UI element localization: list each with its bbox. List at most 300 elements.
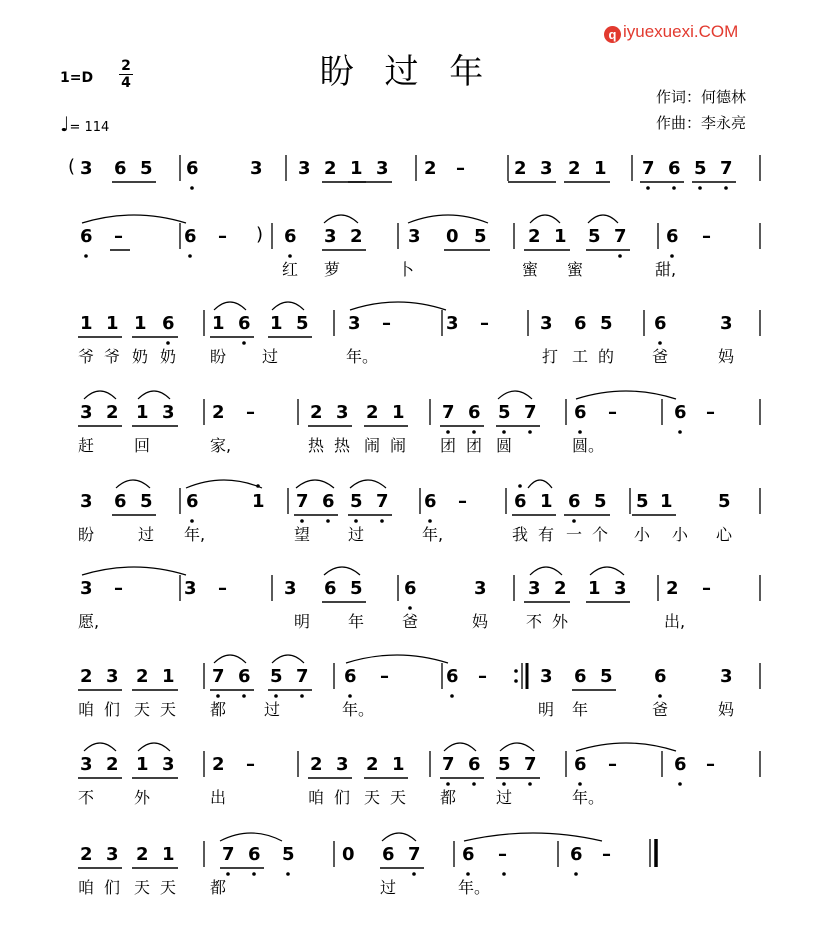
lyric-char: 工 bbox=[572, 347, 589, 366]
note: 5 bbox=[350, 491, 363, 512]
lyric-char: 出, bbox=[664, 612, 686, 631]
dash-rest: – bbox=[382, 313, 391, 334]
lyric-char: 都 bbox=[210, 700, 227, 719]
low-octave-dot bbox=[446, 782, 450, 786]
note: 5 bbox=[594, 491, 607, 512]
low-octave-dot bbox=[472, 430, 476, 434]
lyric-char: 回 bbox=[134, 436, 151, 455]
note: 7 bbox=[296, 666, 309, 687]
note: 3 bbox=[720, 313, 733, 334]
note: 2 bbox=[106, 754, 119, 775]
lyric-char: 爷 bbox=[78, 347, 95, 366]
low-octave-dot bbox=[412, 872, 416, 876]
note: 2 bbox=[528, 226, 541, 247]
note: 6 bbox=[324, 578, 337, 599]
low-octave-dot bbox=[672, 186, 676, 190]
note: 3 bbox=[162, 402, 175, 423]
note: 3 bbox=[336, 754, 349, 775]
dash-rest: – bbox=[702, 578, 711, 599]
lyric-char: 过 bbox=[380, 878, 397, 897]
note: 5 bbox=[140, 491, 153, 512]
note: 6 bbox=[674, 754, 687, 775]
dash-rest: – bbox=[478, 666, 487, 687]
lyric-char: 妈 bbox=[718, 700, 735, 719]
note: 3 bbox=[80, 402, 93, 423]
note: 3 bbox=[540, 666, 553, 687]
low-octave-dot bbox=[678, 782, 682, 786]
note: 5 bbox=[694, 158, 707, 179]
lyric-char: 天 bbox=[364, 788, 381, 807]
dash-rest: – bbox=[456, 158, 465, 179]
note: 7 bbox=[222, 844, 235, 865]
high-octave-dot bbox=[518, 484, 522, 488]
lyric-char: 外 bbox=[552, 612, 569, 631]
lyric-char: 们 bbox=[104, 878, 121, 897]
lyric-char: 圆 bbox=[496, 436, 513, 455]
watermark-badge: q bbox=[604, 26, 621, 43]
low-octave-dot bbox=[216, 694, 220, 698]
note: 2 bbox=[554, 578, 567, 599]
note: 2 bbox=[106, 402, 119, 423]
note: 3 bbox=[298, 158, 311, 179]
lyric-char: 过 bbox=[348, 525, 365, 544]
lyric-char: 圆。 bbox=[572, 436, 605, 455]
repeat-dot bbox=[514, 679, 518, 683]
note: 5 bbox=[270, 666, 283, 687]
note: 7 bbox=[408, 844, 421, 865]
slur bbox=[528, 480, 552, 488]
lyric-char: 天 bbox=[134, 878, 151, 897]
note: 2 bbox=[568, 158, 581, 179]
note: 5 bbox=[498, 402, 511, 423]
note: 3 bbox=[336, 402, 349, 423]
lyric-char: 爸 bbox=[652, 347, 669, 366]
note: 1 bbox=[136, 402, 149, 423]
note: 3 bbox=[474, 578, 487, 599]
note: 1 bbox=[540, 491, 553, 512]
lyric-char: 萝 bbox=[324, 260, 341, 279]
lyric-char: 咱 bbox=[308, 788, 325, 807]
lyric-char: 天 bbox=[390, 788, 407, 807]
lyric-char: 不 bbox=[78, 788, 95, 807]
note: 2 bbox=[80, 666, 93, 687]
note: 2 bbox=[80, 844, 93, 865]
slur bbox=[138, 391, 170, 399]
dash-rest: – bbox=[246, 402, 255, 423]
note: 2 bbox=[366, 402, 379, 423]
note: 1 bbox=[106, 313, 119, 334]
note: 3 bbox=[106, 844, 119, 865]
note: 3 bbox=[284, 578, 297, 599]
lyric-char: 闹 bbox=[390, 436, 407, 455]
note: 6 bbox=[322, 491, 335, 512]
note: 1 bbox=[80, 313, 93, 334]
intro-paren-close: ) bbox=[256, 224, 264, 245]
dash-rest: – bbox=[218, 578, 227, 599]
lyric-char: 过 bbox=[262, 347, 279, 366]
low-octave-dot bbox=[574, 872, 578, 876]
note: 6 bbox=[668, 158, 681, 179]
note: 6 bbox=[574, 754, 587, 775]
note: 5 bbox=[282, 844, 295, 865]
note: 7 bbox=[212, 666, 225, 687]
watermark-text: iyuexuexi.COM bbox=[623, 22, 739, 41]
note: 3 bbox=[106, 666, 119, 687]
lyric-char: 愿, bbox=[78, 612, 100, 631]
slur bbox=[530, 215, 560, 223]
note: 6 bbox=[184, 226, 197, 247]
note: 5 bbox=[474, 226, 487, 247]
dash-rest: – bbox=[458, 491, 467, 512]
slur bbox=[588, 215, 618, 223]
slur bbox=[576, 391, 676, 399]
low-octave-dot bbox=[572, 519, 576, 523]
slur bbox=[350, 302, 446, 310]
low-octave-dot bbox=[274, 694, 278, 698]
lyric-char: 天 bbox=[160, 878, 177, 897]
note: 7 bbox=[524, 754, 537, 775]
lyric-char: 过 bbox=[496, 788, 513, 807]
slur bbox=[214, 655, 246, 663]
note: 3 bbox=[720, 666, 733, 687]
low-octave-dot bbox=[348, 694, 352, 698]
lyric-char: 个 bbox=[592, 525, 609, 544]
note: 1 bbox=[392, 402, 405, 423]
slur bbox=[82, 567, 186, 575]
lyric-char: 们 bbox=[334, 788, 351, 807]
note: 1 bbox=[134, 313, 147, 334]
dash-rest: – bbox=[608, 754, 617, 775]
low-octave-dot bbox=[188, 254, 192, 258]
low-octave-dot bbox=[166, 341, 170, 345]
note: 1 bbox=[594, 158, 607, 179]
lyric-char: 打 bbox=[542, 347, 559, 366]
low-octave-dot bbox=[84, 254, 88, 258]
lyric-char: 盼 bbox=[210, 347, 227, 366]
lyric-char: 闹 bbox=[364, 436, 381, 455]
lyric-char: 团 bbox=[440, 436, 457, 455]
note: 3 bbox=[348, 313, 361, 334]
low-octave-dot bbox=[326, 519, 330, 523]
slur bbox=[500, 743, 534, 751]
note: 3 bbox=[80, 754, 93, 775]
note: 1 bbox=[392, 754, 405, 775]
note: 3 bbox=[80, 578, 93, 599]
lyric-char: 爸 bbox=[652, 700, 669, 719]
note: 2 bbox=[310, 402, 323, 423]
intro-paren-open: ( bbox=[68, 156, 76, 177]
note: 6 bbox=[382, 844, 395, 865]
note: 6 bbox=[186, 491, 199, 512]
note: 1 bbox=[252, 491, 265, 512]
low-octave-dot bbox=[528, 430, 532, 434]
lyric-char: 盼 bbox=[78, 525, 95, 544]
note: 7 bbox=[524, 402, 537, 423]
note: 1 bbox=[212, 313, 225, 334]
lyric-char: 天 bbox=[160, 700, 177, 719]
note: 2 bbox=[350, 226, 363, 247]
slur bbox=[350, 480, 386, 488]
note: 3 bbox=[80, 158, 93, 179]
note: 1 bbox=[554, 226, 567, 247]
low-octave-dot bbox=[698, 186, 702, 190]
low-octave-dot bbox=[578, 782, 582, 786]
song-title: 盼 过 年 bbox=[319, 52, 494, 92]
dash-rest: – bbox=[706, 754, 715, 775]
note: 5 bbox=[350, 578, 363, 599]
slur bbox=[576, 743, 676, 751]
slur bbox=[464, 833, 602, 841]
lyric-char: 咱 bbox=[78, 878, 95, 897]
note: 1 bbox=[660, 491, 673, 512]
slur bbox=[296, 480, 334, 488]
lyric-char: 小 bbox=[634, 525, 651, 544]
note: 6 bbox=[468, 402, 481, 423]
note: 6 bbox=[114, 491, 127, 512]
lyric-char: 都 bbox=[440, 788, 457, 807]
time-sig-top: 2 bbox=[121, 58, 131, 74]
note: 7 bbox=[720, 158, 733, 179]
note: 5 bbox=[140, 158, 153, 179]
lyric-char: 小 bbox=[672, 525, 689, 544]
lyric-char: 爷 bbox=[104, 347, 121, 366]
note: 3 bbox=[540, 313, 553, 334]
note: 5 bbox=[600, 313, 613, 334]
dash-rest: – bbox=[218, 226, 227, 247]
slur bbox=[116, 480, 150, 488]
dash-rest: – bbox=[498, 844, 507, 865]
low-octave-dot bbox=[286, 872, 290, 876]
low-octave-dot bbox=[252, 872, 256, 876]
lyric-char: 心 bbox=[716, 525, 733, 544]
lyric-char: 妈 bbox=[472, 612, 489, 631]
low-octave-dot bbox=[242, 341, 246, 345]
low-octave-dot bbox=[678, 430, 682, 434]
lyric-char: 年 bbox=[348, 612, 365, 631]
note: 3 bbox=[614, 578, 627, 599]
low-octave-dot bbox=[466, 872, 470, 876]
lyric-char: 妈 bbox=[718, 347, 735, 366]
lyric-char: 出 bbox=[210, 788, 227, 807]
note: 2 bbox=[212, 754, 225, 775]
dash-rest: – bbox=[114, 578, 123, 599]
lyric-char: 年, bbox=[422, 525, 444, 544]
dash-rest: – bbox=[706, 402, 715, 423]
low-octave-dot bbox=[354, 519, 358, 523]
lyric-char: 卜 bbox=[398, 260, 415, 279]
low-octave-dot bbox=[670, 254, 674, 258]
lyric-char: 年。 bbox=[342, 700, 375, 719]
lyric-char: 有 bbox=[538, 525, 555, 544]
lyric-char: 年。 bbox=[458, 878, 491, 897]
note: 1 bbox=[270, 313, 283, 334]
note: 6 bbox=[446, 666, 459, 687]
dash-rest: – bbox=[608, 402, 617, 423]
lyric-char: 热 bbox=[308, 436, 325, 455]
note: 3 bbox=[184, 578, 197, 599]
slur bbox=[324, 215, 358, 223]
note: 7 bbox=[296, 491, 309, 512]
quarter-note-icon: ♩ bbox=[60, 112, 70, 136]
lyric-char: 都 bbox=[210, 878, 227, 897]
lyric-char: 明 bbox=[294, 612, 311, 631]
key-signature: 1=D bbox=[60, 70, 94, 86]
note: 7 bbox=[442, 402, 455, 423]
note: 6 bbox=[654, 666, 667, 687]
tempo-value: = 114 bbox=[69, 120, 110, 135]
lyric-char: 外 bbox=[134, 788, 151, 807]
slur bbox=[84, 743, 116, 751]
lyric-char: 年。 bbox=[572, 788, 605, 807]
slur bbox=[346, 655, 448, 663]
lyric-char: 们 bbox=[104, 700, 121, 719]
slur bbox=[408, 215, 488, 223]
lyric-char: 奶 bbox=[160, 347, 177, 366]
low-octave-dot bbox=[724, 186, 728, 190]
lyric-char: 望 bbox=[294, 525, 311, 544]
slur bbox=[138, 743, 170, 751]
low-octave-dot bbox=[618, 254, 622, 258]
note: 3 bbox=[324, 226, 337, 247]
note: 2 bbox=[666, 578, 679, 599]
note: 3 bbox=[528, 578, 541, 599]
note: 7 bbox=[642, 158, 655, 179]
lyric-char: 过 bbox=[264, 700, 281, 719]
note: 6 bbox=[568, 491, 581, 512]
lyric-char: 天 bbox=[134, 700, 151, 719]
note: 1 bbox=[162, 844, 175, 865]
time-sig-bottom: 4 bbox=[121, 75, 131, 91]
note: 7 bbox=[442, 754, 455, 775]
note: 1 bbox=[136, 754, 149, 775]
note: 1 bbox=[588, 578, 601, 599]
lyric-char: 家, bbox=[210, 436, 232, 455]
note: 2 bbox=[366, 754, 379, 775]
lyric-char: 年。 bbox=[346, 347, 379, 366]
low-octave-dot bbox=[300, 694, 304, 698]
low-octave-dot bbox=[578, 430, 582, 434]
note: 0 bbox=[342, 844, 355, 865]
note: 6 bbox=[284, 226, 297, 247]
note: 2 bbox=[310, 754, 323, 775]
note: 6 bbox=[574, 313, 587, 334]
low-octave-dot bbox=[226, 872, 230, 876]
note: 6 bbox=[574, 402, 587, 423]
lyric-char: 赶 bbox=[78, 436, 95, 455]
low-octave-dot bbox=[380, 519, 384, 523]
note: 5 bbox=[636, 491, 649, 512]
note: 6 bbox=[674, 402, 687, 423]
dash-rest: – bbox=[480, 313, 489, 334]
lyric-char: 咱 bbox=[78, 700, 95, 719]
slur bbox=[272, 655, 304, 663]
note: 6 bbox=[404, 578, 417, 599]
slur bbox=[382, 833, 416, 841]
lyric-char: 红 bbox=[282, 260, 299, 279]
dash-rest: – bbox=[246, 754, 255, 775]
lyric-char: 团 bbox=[466, 436, 483, 455]
note: 2 bbox=[212, 402, 225, 423]
repeat-dot bbox=[514, 669, 518, 673]
note: 2 bbox=[324, 158, 337, 179]
note: 3 bbox=[250, 158, 263, 179]
note: 5 bbox=[600, 666, 613, 687]
note: 2 bbox=[136, 666, 149, 687]
lyric-char: 一 bbox=[566, 525, 583, 544]
note: 7 bbox=[614, 226, 627, 247]
low-octave-dot bbox=[502, 430, 506, 434]
slur bbox=[444, 743, 476, 751]
dash-rest: – bbox=[702, 226, 711, 247]
lyric-char: 爸 bbox=[402, 612, 419, 631]
note: 7 bbox=[376, 491, 389, 512]
note: 6 bbox=[80, 226, 93, 247]
note: 3 bbox=[540, 158, 553, 179]
lyric-char: 蜜 bbox=[522, 260, 539, 279]
low-octave-dot bbox=[502, 872, 506, 876]
low-octave-dot bbox=[502, 782, 506, 786]
low-octave-dot bbox=[300, 519, 304, 523]
lyric-char: 过 bbox=[138, 525, 155, 544]
slur bbox=[530, 567, 562, 575]
slur bbox=[498, 391, 532, 399]
note: 6 bbox=[654, 313, 667, 334]
low-octave-dot bbox=[190, 186, 194, 190]
note: 3 bbox=[408, 226, 421, 247]
note: 6 bbox=[666, 226, 679, 247]
lyric-char: 的 bbox=[598, 347, 615, 366]
note: 6 bbox=[186, 158, 199, 179]
note: 6 bbox=[468, 754, 481, 775]
slur bbox=[186, 480, 262, 488]
dash-rest: – bbox=[114, 226, 123, 247]
low-octave-dot bbox=[658, 341, 662, 345]
low-octave-dot bbox=[646, 186, 650, 190]
lyric-char: 年, bbox=[184, 525, 206, 544]
note: 6 bbox=[238, 666, 251, 687]
low-octave-dot bbox=[446, 430, 450, 434]
note: 6 bbox=[248, 844, 261, 865]
note: 1 bbox=[350, 158, 363, 179]
note: 5 bbox=[498, 754, 511, 775]
note: 3 bbox=[446, 313, 459, 334]
note: 2 bbox=[514, 158, 527, 179]
low-octave-dot bbox=[658, 694, 662, 698]
dash-rest: – bbox=[380, 666, 389, 687]
lyric-char: 热 bbox=[334, 436, 351, 455]
slur bbox=[324, 567, 360, 575]
low-octave-dot bbox=[242, 694, 246, 698]
slur bbox=[82, 215, 186, 223]
note: 3 bbox=[80, 491, 93, 512]
lyric-char: 甜, bbox=[655, 260, 677, 279]
low-octave-dot bbox=[190, 519, 194, 523]
high-octave-dot bbox=[256, 484, 260, 488]
note: 5 bbox=[588, 226, 601, 247]
note: 2 bbox=[136, 844, 149, 865]
note: 6 bbox=[114, 158, 127, 179]
slur bbox=[272, 302, 304, 310]
note: 6 bbox=[238, 313, 251, 334]
lyric-char: 奶 bbox=[132, 347, 149, 366]
note: 0 bbox=[446, 226, 459, 247]
note: 6 bbox=[462, 844, 475, 865]
note: 6 bbox=[574, 666, 587, 687]
note: 6 bbox=[162, 313, 175, 334]
note: 3 bbox=[162, 754, 175, 775]
note: 1 bbox=[162, 666, 175, 687]
note: 5 bbox=[718, 491, 731, 512]
